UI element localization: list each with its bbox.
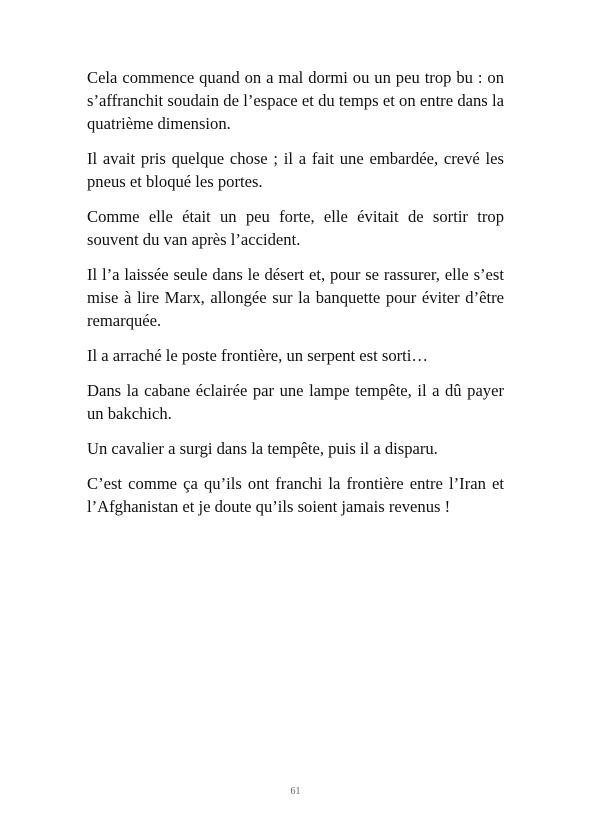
paragraph-3: Comme elle était un peu forte, elle évitait de sortir trop souvent du van après l’accident. — [87, 207, 504, 249]
paragraph-6: Dans la cabane éclairée par une lampe tempête, il a dû payer un bakchich. — [87, 381, 504, 423]
paragraph-8: C’est comme ça qu’ils ont franchi la frontière entre l’Iran et l’Afghanistan et je doute qu’ils soient jamais revenus ! — [87, 474, 504, 516]
paragraph-5: Il a arraché le poste frontière, un serpent est sorti… — [87, 346, 428, 365]
paragraph-4: Il l’a laissée seule dans le désert et, pour se rassurer, elle s’est mise à lire Marx, allongée sur la banquette pour éviter d’être remarquée. — [87, 265, 504, 330]
paragraph-1: Cela commence quand on a mal dormi ou un peu trop bu : on s’affranchit soudain de l’espace et du temps et on entre dans la quatrième dimension. — [87, 68, 504, 133]
paragraph-2: Il avait pris quelque chose ; il a fait une embardée, crevé les pneus et bloqué les portes. — [87, 149, 504, 191]
paragraph-7: Un cavalier a surgi dans la tempête, puis il a disparu. — [87, 439, 438, 458]
page-number: 61 — [290, 786, 301, 797]
page-body — [87, 66, 504, 530]
